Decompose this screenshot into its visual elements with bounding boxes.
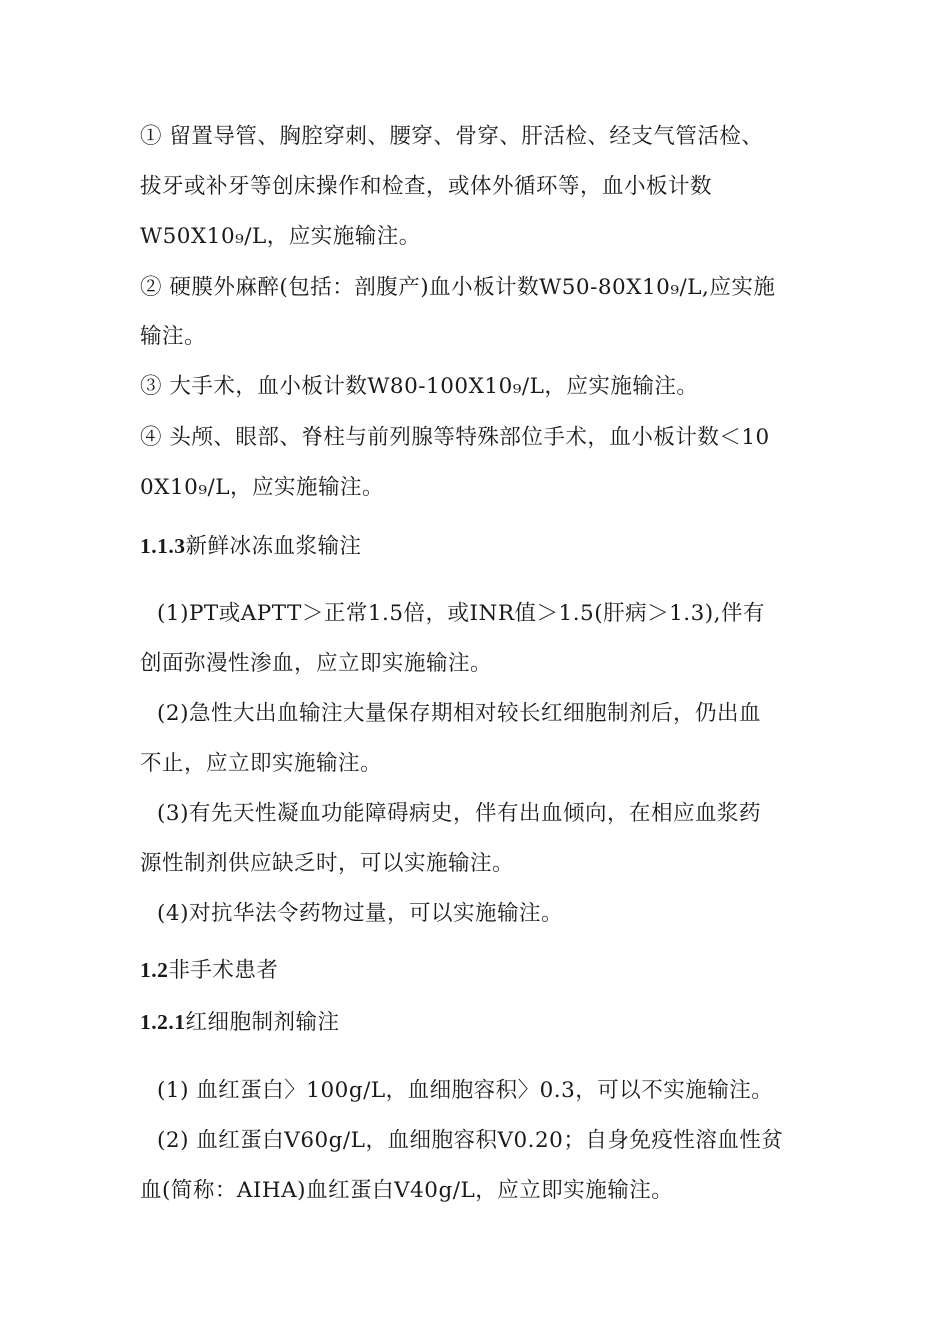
rbc-item-2-line-1: (2) 血红蛋白V60g/L，血细胞容积V0.20；自身免疫性溶血性贫 [157, 1128, 784, 1153]
platelet-item-2-line-2: 输注。 [140, 324, 207, 349]
section-number: 1.2.1 [140, 1010, 186, 1034]
platelet-item-4-line-1: ④ 头颅、眼部、脊柱与前列腺等特殊部位手术，血小板计数＜10 [140, 425, 770, 450]
plasma-item-1-line-1: (1)PT或APTT＞正常1.5倍，或INR值＞1.5(肝病＞1.3),伴有 [157, 601, 766, 626]
section-title: 红细胞制剂输注 [185, 1010, 340, 1035]
section-number: 1.1.3 [140, 534, 186, 558]
plasma-item-3-line-2: 源性制剂供应缺乏时，可以实施输注。 [140, 851, 515, 876]
plasma-item-2-line-2: 不止，应立即实施输注。 [140, 751, 383, 776]
plasma-item-3-line-1: (3)有先天性凝血功能障碍病史，伴有出血倾向，在相应血浆药 [157, 801, 761, 826]
platelet-item-2-line-1: ② 硬膜外麻醉(包括：剖腹产)血小板计数W50-80X10₉/L,应实施 [140, 275, 776, 300]
platelet-item-1-line-1: ① 留置导管、胸腔穿刺、腰穿、骨穿、肝活检、经支气管活检、 [140, 124, 764, 149]
section-heading-1-1-3 [140, 531, 362, 562]
platelet-item-1-line-2: 拔牙或补牙等创床操作和检查，或体外循环等，血小板计数 [140, 174, 713, 199]
section-heading-1-2-1 [140, 1007, 340, 1038]
plasma-item-1-line-2: 创面弥漫性渗血，应立即实施输注。 [140, 651, 493, 676]
section-number: 1.2 [140, 958, 169, 982]
platelet-item-1-line-3: W50X10₉/L，应实施输注。 [140, 224, 421, 249]
rbc-item-1-line-1: (1) 血红蛋白〉100g/L，血细胞容积〉0.3，可以不实施输注。 [157, 1078, 774, 1103]
platelet-item-4-line-2: 0X10₉/L，应实施输注。 [140, 475, 384, 500]
platelet-item-3-line-1: ③ 大手术，血小板计数W80-100X10₉/L，应实施输注。 [140, 374, 699, 399]
plasma-item-2-line-1: (2)急性大出血输注大量保存期相对较长红细胞制剂后，仍出血 [157, 701, 761, 726]
section-title: 新鲜冰冻血浆输注 [185, 534, 362, 559]
plasma-item-4-line-1: (4)对抗华法令药物过量，可以实施输注。 [157, 901, 563, 926]
section-title: 非手术患者 [168, 958, 279, 983]
section-heading-1-2 [140, 955, 278, 986]
rbc-item-2-line-2: 血(简称：AIHA)血红蛋白V40g/L，应立即实施输注。 [140, 1178, 674, 1203]
